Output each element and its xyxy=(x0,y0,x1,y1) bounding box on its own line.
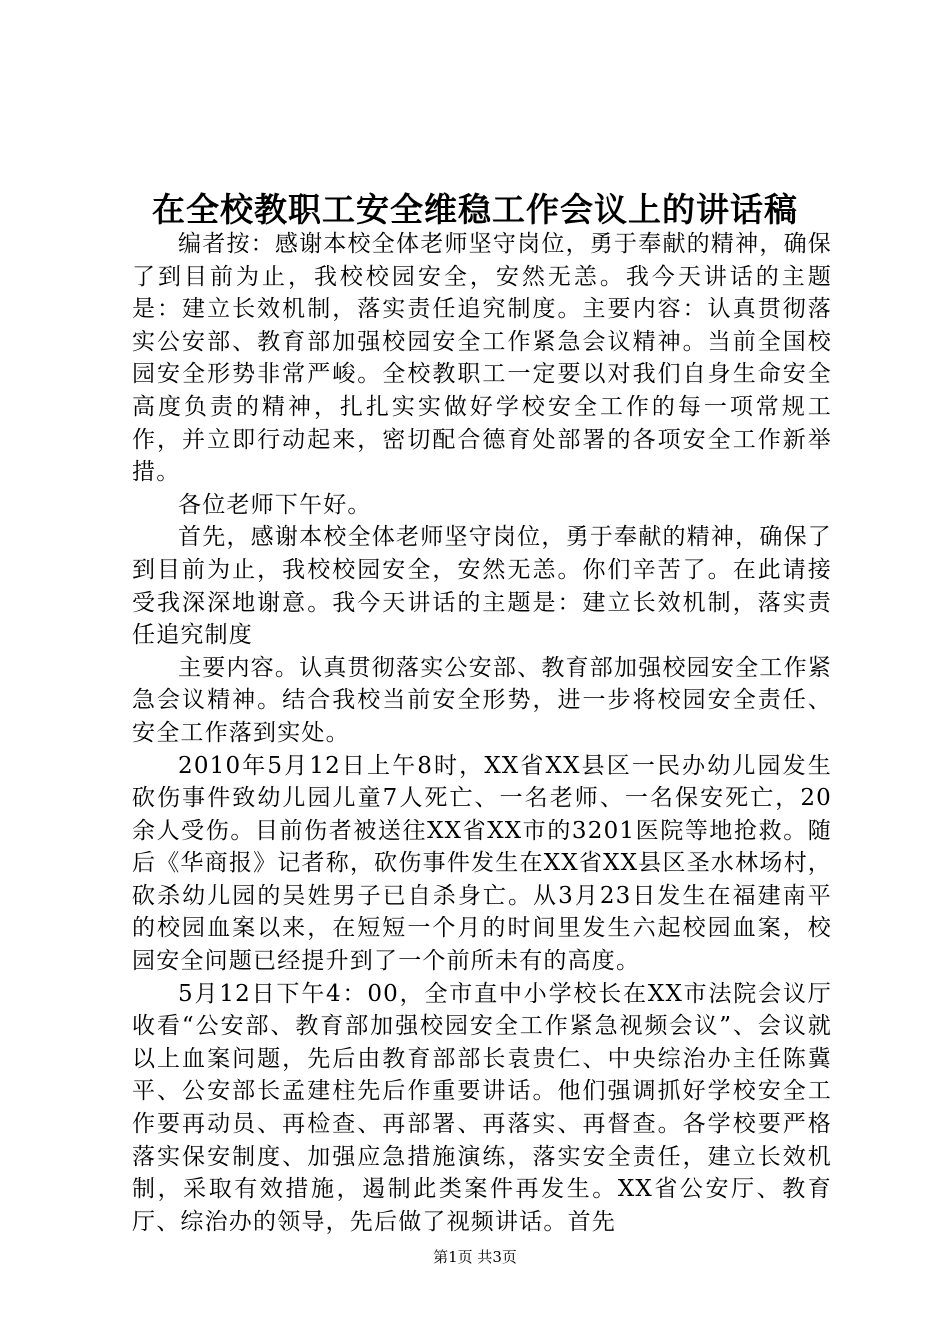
document-title: 在全校教职工安全维稳工作会议上的讲话稿 xyxy=(152,190,798,229)
document-body xyxy=(132,228,832,1238)
paragraph-incident: 2010年5月12日上午8时，XX省XX县区一民办幼儿园发生砍伤事件致幼儿园儿童7人死亡、一名老师、一名保安死亡，20余人受伤。目前伤者被送往XX省XX市的3201医院等地抢救。随后《华商报》记者称，砍伤事件发生在XX省XX县区圣水林场村，砍杀幼儿园的吴姓男子已自杀身亡。从3月23日发生在福建南平的校园血案以来，在短短一个月的时间里发生六起校园血案，校园安全问题已经提升到了一个前所未有的高度。 xyxy=(132,752,832,975)
paragraph-meeting: 5月12日下午4：00，全市直中小学校长在XX市法院会议厅收看“公安部、教育部加强校园安全工作紧急视频会议”、会议就以上血案问题，先后由教育部部长袁贵仁、中央综治办主任陈冀平、公安部长孟建柱先后作重要讲话。他们强调抓好学校安全工作要再动员、再检查、再部署、再落实、再督查。各学校要严格落实保安制度、加强应急措施演练，落实安全责任，建立长效机制，采取有效措施，遏制此类案件再发生。XX省公安厅、教育厅、综治办的领导，先后做了视频讲话。首先 xyxy=(132,980,832,1235)
page-footer: 第1页 共3页 xyxy=(433,1248,517,1266)
paragraph-main-content: 主要内容。认真贯彻落实公安部、教育部加强校园安全工作紧急会议精神。结合我校当前安全形势，进一步将校园安全责任、安全工作落到实处。 xyxy=(132,654,832,746)
paragraph-greeting: 各位老师下午好。 xyxy=(178,491,372,518)
paragraph-thanks: 首先，感谢本校全体老师坚守岗位，勇于奉献的精神，确保了到目前为止，我校校园安全，安然无恙。你们辛苦了。在此请接受我深深地谢意。我今天讲话的主题是：建立长效机制，落实责任追究制度 xyxy=(132,524,832,649)
paragraph-editor-note: 编者按：感谢本校全体老师坚守岗位，勇于奉献的精神，确保了到目前为止，我校校园安全，安然无恙。我今天讲话的主题是：建立长效机制，落实责任追究制度。主要内容：认真贯彻落实公安部、教育部加强校园安全工作紧急会议精神。当前全国校园安全形势非常严峻。全校教职工一定要以对我们自身生命安全高度负责的精神，扎扎实实做好学校安全工作的每一项常规工作，并立即行动起来，密切配合德育处部署的各项安全工作新举措。 xyxy=(132,231,832,486)
